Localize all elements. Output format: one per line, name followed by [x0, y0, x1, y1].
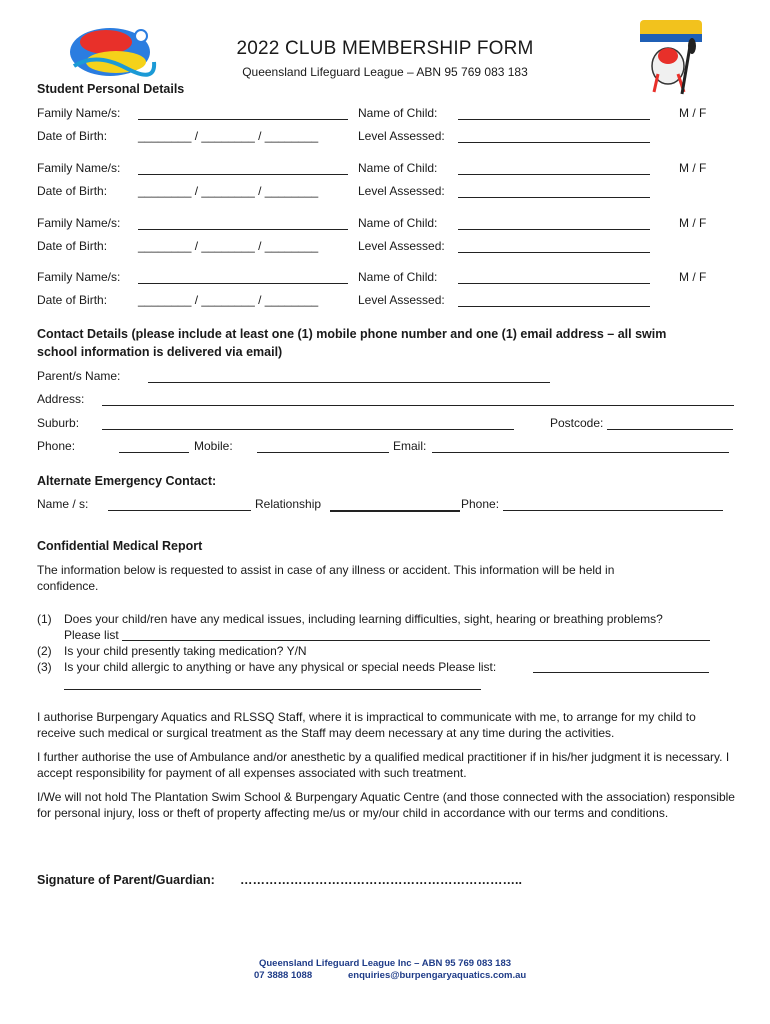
q1-number: (1) [37, 612, 52, 626]
dob-label-2: Date of Birth: [37, 184, 108, 198]
medical-intro: The information below is requested to assist in case of any illness or accident. This information will be held in confidence. [37, 563, 615, 593]
child-name-field-1[interactable] [458, 119, 650, 120]
emergency-name-field[interactable] [108, 510, 251, 511]
dob-field-4[interactable]: ________ / ________ / ________ [138, 293, 319, 307]
page-title: 2022 CLUB MEMBERSHIP FORM [236, 38, 534, 59]
q1-list-field[interactable] [122, 640, 710, 641]
contact-heading-1: Contact Details (please include at least one (1) mobile phone number and one (1) email address – all swim [37, 327, 667, 341]
dob-label-1: Date of Birth: [37, 129, 108, 143]
family-name-label-2: Family Name/s: [37, 161, 121, 175]
phone-label: Phone: [37, 439, 76, 453]
gender-2[interactable]: M / F [679, 161, 707, 175]
level-label-2: Level Assessed: [358, 184, 445, 198]
dob-field-1[interactable]: ________ / ________ / ________ [138, 129, 319, 143]
parent-name-label: Parent/s Name: [37, 369, 121, 383]
child-name-label-3: Name of Child: [358, 216, 438, 230]
mobile-label: Mobile: [194, 439, 233, 453]
postcode-label: Postcode: [550, 416, 604, 430]
family-name-field-3[interactable] [138, 229, 348, 230]
postcode-field[interactable] [607, 429, 733, 430]
family-name-label-1: Family Name/s: [37, 106, 121, 120]
consent-paragraph-2: I further authorise the use of Ambulance and/or anesthetic by a qualified medical practitioner if in his/her judgment it is necessary. I accept responsibility for payment of all expenses associated with such treatment. [37, 750, 730, 780]
signature-field[interactable]: ………………………………………………………….. [240, 873, 522, 887]
child-name-field-4[interactable] [458, 283, 650, 284]
level-field-1[interactable] [458, 142, 650, 143]
q1-text: Does your child/ren have any medical issues, including learning difficulties, sight, hearing or breathing problems? [64, 612, 663, 626]
relationship-label: Relationship [255, 497, 322, 511]
emergency-name-label: Name / s: [37, 497, 89, 511]
dob-field-3[interactable]: ________ / ________ / ________ [138, 239, 319, 253]
medical-heading: Confidential Medical Report [37, 539, 203, 553]
relationship-field[interactable] [330, 510, 460, 512]
q3-list-field[interactable] [533, 672, 709, 673]
page-subtitle: Queensland Lifeguard League – ABN 95 769 083 183 [242, 65, 528, 79]
level-label-3: Level Assessed: [358, 239, 445, 253]
footer-email: enquiries@burpengaryaquatics.com.au [348, 970, 527, 981]
emergency-heading: Alternate Emergency Contact: [37, 474, 217, 488]
address-field[interactable] [102, 405, 734, 406]
email-field[interactable] [432, 452, 729, 453]
family-name-field-4[interactable] [138, 283, 348, 284]
address-label: Address: [37, 392, 85, 406]
mobile-field[interactable] [257, 452, 389, 453]
level-label-4: Level Assessed: [358, 293, 445, 307]
family-name-field-1[interactable] [138, 119, 348, 120]
level-field-4[interactable] [458, 306, 650, 307]
contact-heading-2: school information is delivered via email) [37, 345, 283, 359]
q2-text: Is your child presently taking medication? Y/N [64, 644, 307, 658]
child-name-label-2: Name of Child: [358, 161, 438, 175]
parent-name-field[interactable] [148, 382, 550, 383]
phone-field[interactable] [119, 452, 189, 453]
q1-list-label: Please list [64, 628, 119, 642]
gender-1[interactable]: M / F [679, 106, 707, 120]
q3-list-field-2[interactable] [64, 689, 481, 690]
consent-paragraph-1: I authorise Burpengary Aquatics and RLSSQ Staff, where it is impractical to communicate with me, to arrange for my child to receive such medical or surgical treatment as the Staff may deem necessary at any time during the activities. [37, 710, 696, 740]
level-field-3[interactable] [458, 252, 650, 253]
gender-4[interactable]: M / F [679, 270, 707, 284]
child-name-label-4: Name of Child: [358, 270, 438, 284]
emergency-phone-field[interactable] [503, 510, 723, 511]
level-label-1: Level Assessed: [358, 129, 445, 143]
suburb-label: Suburb: [37, 416, 80, 430]
q3-text: Is your child allergic to anything or have any physical or special needs Please list: [64, 660, 497, 674]
dob-label-4: Date of Birth: [37, 293, 108, 307]
dob-label-3: Date of Birth: [37, 239, 108, 253]
suburb-field[interactable] [102, 429, 514, 430]
gender-3[interactable]: M / F [679, 216, 707, 230]
footer-phone: 07 3888 1088 [254, 970, 313, 981]
level-field-2[interactable] [458, 197, 650, 198]
signature-label: Signature of Parent/Guardian: [37, 873, 215, 887]
child-name-field-3[interactable] [458, 229, 650, 230]
family-name-label-4: Family Name/s: [37, 270, 121, 284]
footer-line-1: Queensland Lifeguard League Inc – ABN 95 769 083 183 [258, 958, 512, 969]
email-label: Email: [393, 439, 427, 453]
child-name-field-2[interactable] [458, 174, 650, 175]
family-name-field-2[interactable] [138, 174, 348, 175]
consent-paragraph-3: I/We will not hold The Plantation Swim School & Burpengary Aquatic Centre (and those connected with the association) responsible for personal injury, loss or theft of property affecting me/us or my/our child in accordance with our terms and conditions. [37, 790, 735, 820]
emergency-phone-label: Phone: [461, 497, 500, 511]
child-name-label-1: Name of Child: [358, 106, 438, 120]
family-name-label-3: Family Name/s: [37, 216, 121, 230]
student-heading: Student Personal Details [37, 82, 185, 96]
dob-field-2[interactable]: ________ / ________ / ________ [138, 184, 319, 198]
q3-number: (3) [37, 660, 52, 674]
q2-number: (2) [37, 644, 52, 658]
